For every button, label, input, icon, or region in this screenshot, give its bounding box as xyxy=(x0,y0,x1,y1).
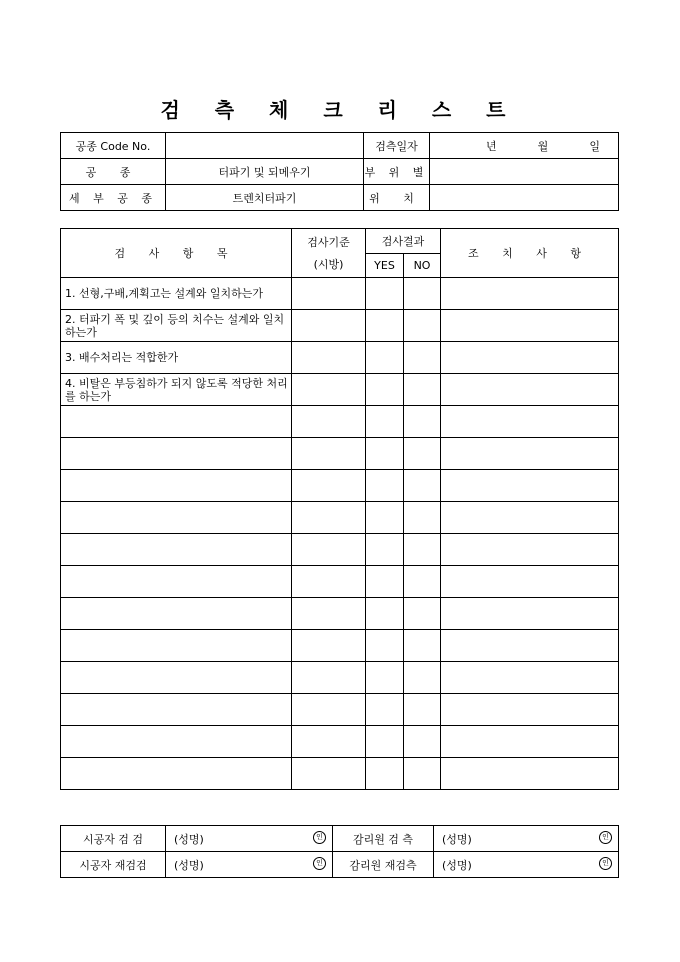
date-day-label: 일 xyxy=(589,139,600,153)
col-yes-header: YES xyxy=(366,254,404,278)
contractor-inspect-label: 시공자 검 검 xyxy=(61,826,166,852)
action-cell[interactable] xyxy=(441,534,619,566)
table-row xyxy=(61,758,619,790)
signature-row-reinspect xyxy=(61,852,619,878)
col-item-header: 검 사 항 목 xyxy=(61,229,292,278)
supervisor-inspect-sign[interactable] xyxy=(434,826,619,852)
yes-cell[interactable] xyxy=(366,278,404,310)
detail-work-value[interactable]: 트렌치터파기 xyxy=(166,185,364,211)
col-action-header: 조 치 사 항 xyxy=(441,229,619,278)
no-cell[interactable] xyxy=(404,502,441,534)
item-cell[interactable] xyxy=(61,406,292,438)
checklist-body xyxy=(61,278,619,790)
yes-cell[interactable] xyxy=(366,374,404,406)
no-cell[interactable] xyxy=(404,694,441,726)
action-cell[interactable] xyxy=(441,406,619,438)
standard-cell[interactable] xyxy=(292,342,366,374)
no-cell[interactable] xyxy=(404,662,441,694)
standard-cell[interactable] xyxy=(292,278,366,310)
yes-cell[interactable] xyxy=(366,726,404,758)
standard-cell[interactable] xyxy=(292,310,366,342)
name-label: (성명) xyxy=(174,858,204,872)
seal-icon: 인 xyxy=(313,857,326,870)
action-cell[interactable] xyxy=(441,310,619,342)
col-standard-label: 검사기준 xyxy=(307,236,350,249)
yes-cell[interactable] xyxy=(366,566,404,598)
item-cell[interactable] xyxy=(61,758,292,790)
col-standard-sub-label: (시방) xyxy=(313,258,344,271)
action-cell[interactable] xyxy=(441,598,619,630)
yes-cell[interactable] xyxy=(366,310,404,342)
action-cell[interactable] xyxy=(441,342,619,374)
table-row xyxy=(61,406,619,438)
seal-icon: 인 xyxy=(313,831,326,844)
yes-cell[interactable] xyxy=(366,758,404,790)
item-cell[interactable] xyxy=(61,598,292,630)
item-cell[interactable] xyxy=(61,662,292,694)
yes-cell[interactable] xyxy=(366,406,404,438)
name-label: (성명) xyxy=(174,832,204,846)
col-result-header: 검사결과 xyxy=(366,229,441,254)
table-row xyxy=(61,726,619,758)
item-cell[interactable] xyxy=(61,630,292,662)
action-cell[interactable] xyxy=(441,566,619,598)
contractor-reinspect-sign[interactable] xyxy=(166,852,333,878)
table-row xyxy=(61,534,619,566)
standard-cell[interactable] xyxy=(292,726,366,758)
header-row-work-type xyxy=(61,159,619,185)
item-cell[interactable] xyxy=(61,470,292,502)
item-cell[interactable] xyxy=(61,534,292,566)
table-row xyxy=(61,566,619,598)
yes-cell[interactable] xyxy=(366,534,404,566)
work-type-value[interactable]: 터파기 및 되메우기 xyxy=(166,159,364,185)
table-row xyxy=(61,598,619,630)
inspect-date-value[interactable] xyxy=(430,133,619,159)
no-cell[interactable] xyxy=(404,598,441,630)
yes-cell[interactable] xyxy=(366,342,404,374)
table-row xyxy=(61,662,619,694)
item-cell[interactable] xyxy=(61,566,292,598)
action-cell[interactable] xyxy=(441,278,619,310)
supervisor-inspect-label: 감리원 검 측 xyxy=(333,826,434,852)
item-cell[interactable]: 4. 비탈은 부등침하가 되지 않도록 적당한 처리를 하는가 xyxy=(61,374,292,406)
header-row-detail xyxy=(61,185,619,211)
yes-cell[interactable] xyxy=(366,598,404,630)
work-type-label: 공 종 xyxy=(61,159,166,185)
seal-icon: 인 xyxy=(599,857,612,870)
signature-table xyxy=(60,825,619,878)
location-part-value[interactable] xyxy=(430,159,619,185)
action-cell[interactable] xyxy=(441,374,619,406)
item-cell[interactable] xyxy=(61,438,292,470)
page-title: 검 측 체 크 리 스 트 xyxy=(160,98,520,122)
name-label: (성명) xyxy=(442,858,472,872)
table-row xyxy=(61,630,619,662)
no-cell[interactable] xyxy=(404,438,441,470)
col-standard-header xyxy=(292,229,366,278)
item-cell[interactable] xyxy=(61,694,292,726)
yes-cell[interactable] xyxy=(366,662,404,694)
detail-work-label: 세 부 공 종 xyxy=(61,185,166,211)
date-month-label: 월 xyxy=(537,139,549,153)
standard-cell[interactable] xyxy=(292,566,366,598)
no-cell[interactable] xyxy=(404,758,441,790)
signature-row-inspect xyxy=(61,826,619,852)
table-row xyxy=(61,470,619,502)
standard-cell[interactable] xyxy=(292,438,366,470)
table-row xyxy=(61,374,619,406)
action-cell[interactable] xyxy=(441,758,619,790)
action-cell[interactable] xyxy=(441,726,619,758)
checklist-header-row xyxy=(61,229,619,254)
supervisor-reinspect-label: 감리원 재검측 xyxy=(333,852,434,878)
standard-cell[interactable] xyxy=(292,470,366,502)
action-cell[interactable] xyxy=(441,630,619,662)
work-code-label: 공종 Code No. xyxy=(61,133,166,159)
item-cell[interactable] xyxy=(61,726,292,758)
yes-cell[interactable] xyxy=(366,502,404,534)
no-cell[interactable] xyxy=(404,342,441,374)
item-cell[interactable]: 1. 선형,구배,계획고는 설계와 일치하는가 xyxy=(61,278,292,310)
no-cell[interactable] xyxy=(404,278,441,310)
no-cell[interactable] xyxy=(404,726,441,758)
supervisor-reinspect-sign[interactable] xyxy=(434,852,619,878)
yes-cell[interactable] xyxy=(366,630,404,662)
table-row xyxy=(61,310,619,342)
contractor-inspect-sign[interactable] xyxy=(166,826,333,852)
no-cell[interactable] xyxy=(404,470,441,502)
standard-cell[interactable] xyxy=(292,406,366,438)
location-part-label: 부 위 별 xyxy=(364,159,430,185)
header-table xyxy=(60,132,619,211)
item-cell[interactable]: 2. 터파기 폭 및 깊이 등의 치수는 설계와 일치하는가 xyxy=(61,310,292,342)
col-no-header: NO xyxy=(404,254,441,278)
seal-icon: 인 xyxy=(599,831,612,844)
yes-cell[interactable] xyxy=(366,470,404,502)
standard-cell[interactable] xyxy=(292,374,366,406)
standard-cell[interactable] xyxy=(292,534,366,566)
no-cell[interactable] xyxy=(404,566,441,598)
standard-cell[interactable] xyxy=(292,598,366,630)
item-cell[interactable]: 3. 배수처리는 적합한가 xyxy=(61,342,292,374)
work-code-value[interactable] xyxy=(166,133,364,159)
standard-cell[interactable] xyxy=(292,502,366,534)
yes-cell[interactable] xyxy=(366,438,404,470)
inspect-date-label: 검측일자 xyxy=(364,133,430,159)
checklist-table xyxy=(60,228,619,790)
item-cell[interactable] xyxy=(61,502,292,534)
position-label: 위 치 xyxy=(364,185,430,211)
action-cell[interactable] xyxy=(441,470,619,502)
header-row-code xyxy=(61,133,619,159)
table-row xyxy=(61,342,619,374)
yes-cell[interactable] xyxy=(366,694,404,726)
table-row xyxy=(61,278,619,310)
no-cell[interactable] xyxy=(404,310,441,342)
action-cell[interactable] xyxy=(441,694,619,726)
date-year-label: 년 xyxy=(486,139,497,153)
action-cell[interactable] xyxy=(441,438,619,470)
position-value[interactable] xyxy=(430,185,619,211)
no-cell[interactable] xyxy=(404,630,441,662)
standard-cell[interactable] xyxy=(292,694,366,726)
no-cell[interactable] xyxy=(404,534,441,566)
standard-cell[interactable] xyxy=(292,662,366,694)
table-row xyxy=(61,502,619,534)
standard-cell[interactable] xyxy=(292,758,366,790)
action-cell[interactable] xyxy=(441,662,619,694)
no-cell[interactable] xyxy=(404,406,441,438)
table-row xyxy=(61,694,619,726)
action-cell[interactable] xyxy=(441,502,619,534)
no-cell[interactable] xyxy=(404,374,441,406)
contractor-reinspect-label: 시공자 재검검 xyxy=(61,852,166,878)
name-label: (성명) xyxy=(442,832,472,846)
standard-cell[interactable] xyxy=(292,630,366,662)
table-row xyxy=(61,438,619,470)
